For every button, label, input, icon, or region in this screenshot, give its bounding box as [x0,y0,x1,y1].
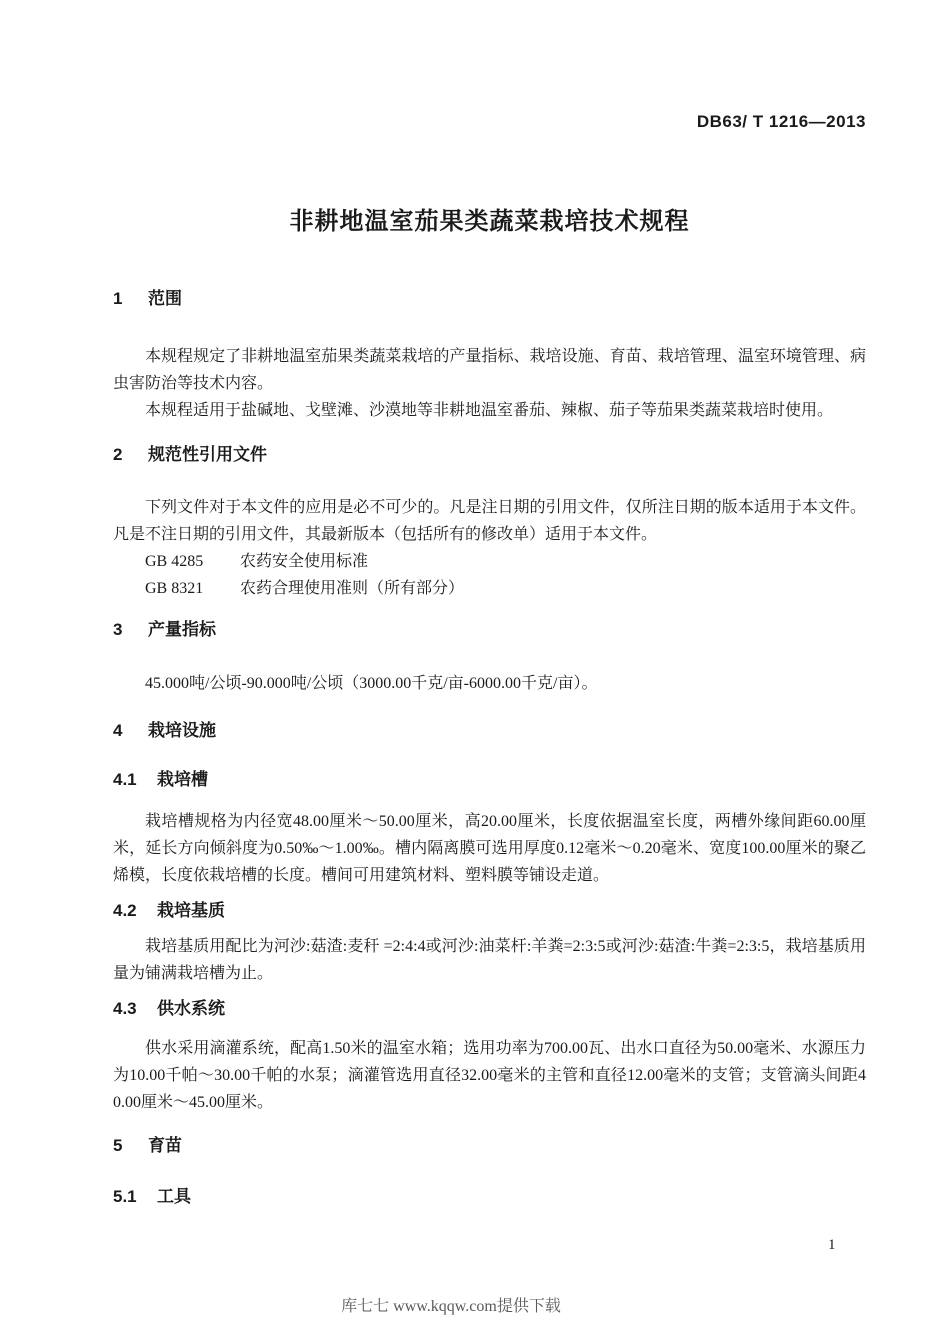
section-label: 范围 [148,289,182,308]
watermark: 库七七 www.kqqw.com提供下载 [341,1298,561,1315]
gb-reference-1 [113,548,866,575]
gb-reference-code: GB 4285 [145,553,204,570]
paragraph-scope-1: 本规程规定了非耕地温室茄果类蔬菜栽培的产量指标、栽培设施、育苗、栽培管理、温室环境管理、病虫害防治等技术内容。 [113,348,866,392]
section-number: 1 [113,289,123,308]
gb-reference-code: GB 8321 [145,580,204,597]
document-title: 非耕地温室茄果类蔬菜栽培技术规程 [289,208,690,235]
section-label: 栽培设施 [148,721,216,740]
section-number: 5 [113,1136,123,1155]
section-number: 2 [113,445,123,464]
paragraph-water-supply: 供水采用滴灌系统，配高1.50米的温室水箱；选用功率为700.00瓦、出水口直径为50.00毫米、水源压力为10.00千帕～30.00千帕的水泵；滴灌管选用直径32.00毫米的主管和直径12.00毫米的支管；支管滴头间距40.00厘米～45.00厘米。 [113,1040,866,1111]
paragraph-substrate: 栽培基质用配比为河沙:菇渣:麦秆 =2:4:4或河沙:油菜杆:羊粪=2:3:5或河沙:菇渣:牛粪=2:3:5，栽培基质用量为铺满栽培槽为止。 [113,938,866,982]
section-label: 育苗 [148,1136,182,1155]
section-5-1-heading [113,1186,866,1207]
paragraph-cultivation-trough: 栽培槽规格为内径宽48.00厘米～50.00厘米，高20.00厘米，长度依据温室长度，两槽外缘间距60.00厘米，延长方向倾斜度为0.50‰～1.00‰。槽内隔离膜可选用厚度0.12毫米～0.20毫米、宽度100.00厘米的聚乙烯模，长度依栽培槽的长度。槽间可用建筑材料、塑料膜等铺设走道。 [113,813,866,884]
section-label: 栽培槽 [157,770,208,789]
section-5-heading [113,1135,866,1156]
page-number: 1 [828,1237,836,1253]
section-number: 4.2 [113,901,137,920]
section-label: 栽培基质 [157,901,225,920]
section-number: 4 [113,721,123,740]
section-label: 规范性引用文件 [148,445,267,464]
standard-code: DB63/ T 1216—2013 [696,112,866,131]
section-4-3-heading [113,998,866,1019]
section-1-heading [113,288,866,309]
section-4-2-heading [113,900,866,921]
gb-reference-2 [113,575,866,602]
paragraph-scope-2: 本规程适用于盐碱地、戈壁滩、沙漠地等非耕地温室番茄、辣椒、茄子等茄果类蔬菜栽培时使用。 [145,402,834,419]
section-number: 5.1 [113,1187,137,1206]
section-4-heading [113,720,866,741]
section-4-1-heading [113,769,866,790]
gb-reference-title: 农药安全使用标准 [240,553,369,570]
section-label: 供水系统 [157,999,225,1018]
paragraph-yield: 45.000吨/公顷-90.000吨/公顷（3000.00千克/亩-6000.00千克/亩）。 [145,675,598,692]
section-label: 工具 [157,1187,191,1206]
section-label: 产量指标 [148,620,216,639]
paragraph-normative-refs: 下列文件对于本文件的应用是必不可少的。凡是注日期的引用文件，仅所注日期的版本适用于本文件。凡是不注日期的引用文件，其最新版本（包括所有的修改单）适用于本文件。 [113,499,866,543]
section-2-heading [113,444,866,465]
section-number: 3 [113,620,123,639]
section-number: 4.1 [113,770,137,789]
section-3-heading [113,619,866,640]
gb-reference-title: 农药合理使用准则（所有部分） [240,580,465,597]
section-number: 4.3 [113,999,137,1018]
